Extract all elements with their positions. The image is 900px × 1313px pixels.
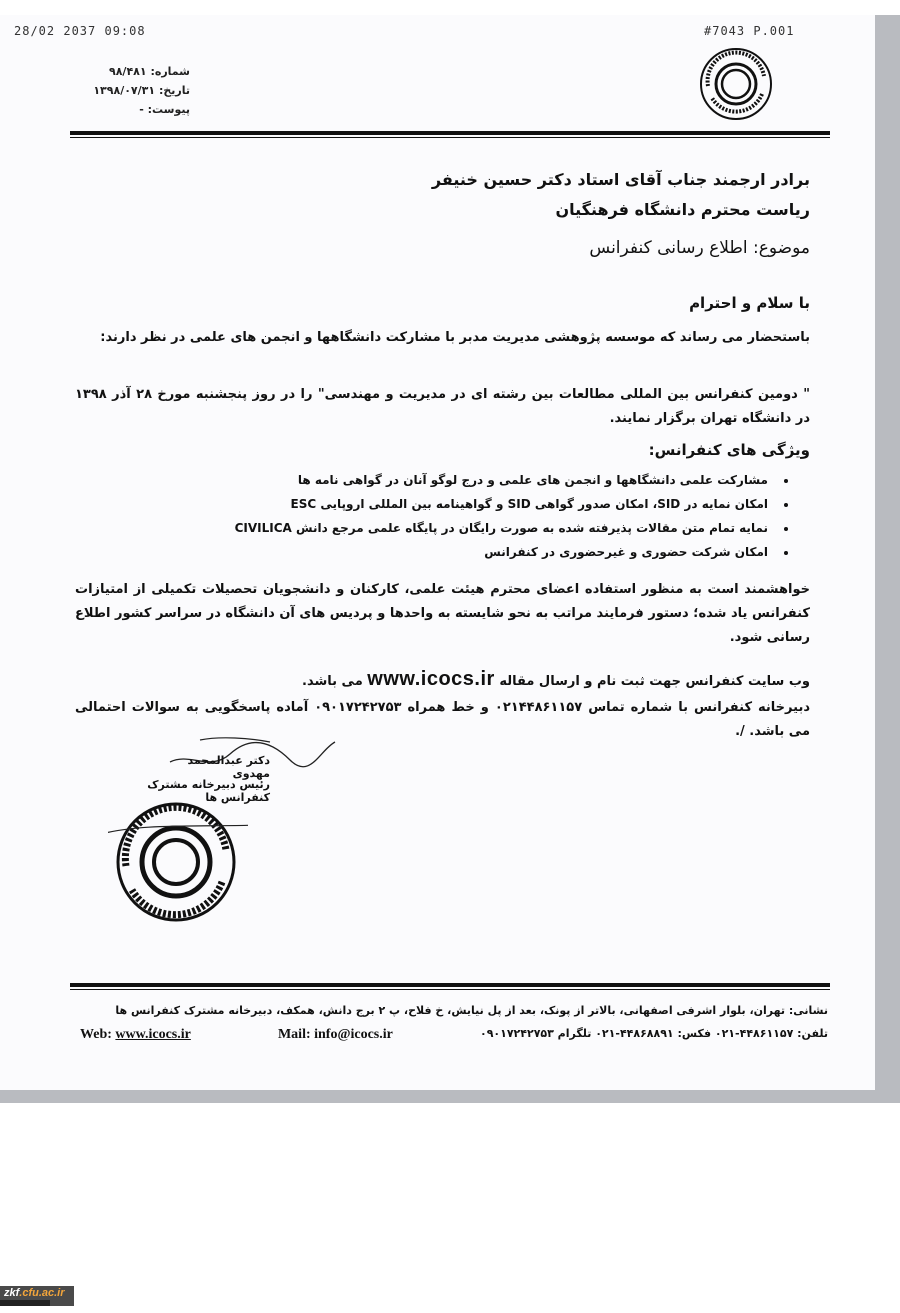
body-contact: دبیرخانه کنفرانس با شماره تماس ۰۲۱۴۴۸۶۱۱۵۷ و خط همراه ۰۹۰۱۷۲۴۲۷۵۳ آماده پاسخگویی به سوالات احتمالی می باشد. /. — [75, 700, 810, 739]
letter-meta — [90, 62, 190, 119]
signatory-name: دکتر عبدالمحمد مهدوی — [187, 754, 270, 780]
fax-datetime: 28/02 2037 09:08 — [14, 24, 146, 38]
body-conference: " دومین کنفرانس بین المللی مطالعات بین رشته ای در مدیریت و مهندسی" را در روز پنجشنبه مورخ ۲۸ آذر ۱۳۹۸ در دانشگاه تهران برگزار نمایند. — [75, 387, 810, 426]
footer-address: نشانی: تهران، بلوار اشرفی اصفهانی، بالاتر از پونک، بعد از پل نیایش، خ فلاح، پ ۲ برج دانش، همکف، دبیرخانه مشترک کنفرانس ها — [115, 1004, 828, 1017]
site-watermark: zkf.cfu.ac.ir — [0, 1286, 74, 1306]
body-intro: باستحضار می رساند که موسسه پژوهشی مدیریت مدبر با مشارکت دانشگاهها و انجمن های علمی در نظر دارند: — [100, 330, 810, 345]
letter-attachment: پیوست: - — [139, 103, 190, 116]
footer-contacts — [80, 1027, 828, 1043]
header-divider-thin — [70, 137, 830, 138]
feature-item: • مشارکت علمی دانشگاهها و انجمن های علمی و درج لوگو آنان در گواهی نامه ها — [235, 468, 774, 492]
body-request: خواهشمند است به منظور استفاده اعضای محترم هیئت علمی، کارکنان و دانشجویان تحصیلات تکمیلی از امتیازات کنفرانس یاد شده؛ دستور فرمایند مراتب به نحو شایسته به واحدها و پردیس های آن دانشگاه در سراسر کشور اطلاع رسانی شود. — [75, 582, 810, 645]
footer-web-link[interactable]: www.icocs.ir — [115, 1027, 191, 1042]
website-link[interactable]: www.icocs.ir — [367, 668, 495, 690]
header-divider — [70, 131, 830, 135]
addressee — [432, 165, 810, 225]
footer-mail: Mail: info@icocs.ir — [277, 1027, 393, 1042]
fax-page-ref: #7043 P.001 — [704, 24, 795, 38]
institute-stamp-icon — [108, 790, 248, 930]
addressee-position: ریاست محترم دانشگاه فرهنگیان — [555, 200, 810, 219]
feature-item: • امکان شرکت حضوری و غیرحضوری در کنفرانس — [235, 540, 774, 564]
features-title: ویژگی های کنفرانس: — [648, 441, 810, 459]
greeting: با سلام و احترام — [689, 294, 810, 312]
footer-phone: تلفن: ۴۴۸۶۱۱۵۷-۰۲۱ فکس: ۴۴۸۶۸۸۹۱-۰۲۱ تلگرام ۰۹۰۱۷۲۴۲۷۵۳ — [479, 1027, 828, 1040]
letter-date: تاریخ: ۱۳۹۸/۰۷/۳۱ — [93, 84, 190, 97]
letter-subject: موضوع: اطلاع رسانی کنفرانس — [589, 238, 810, 258]
footer-divider — [70, 983, 830, 987]
feature-item: • نمایه تمام متن مقالات پذیرفته شده به صورت رایگان در پایگاه علمی مرجع دانش CIVILICA — [235, 516, 774, 540]
address-label: نشانی: — [788, 1004, 828, 1017]
institute-logo-icon — [698, 46, 774, 122]
letter-number: شماره: ۹۸/۴۸۱ — [109, 65, 190, 78]
features-list — [235, 468, 810, 564]
footer-web: Web: www.icocs.ir — [80, 1027, 191, 1042]
feature-item: • امکان نمایه در SID، امکان صدور گواهی SID و گواهینامه بین المللی اروپایی ESC — [235, 492, 774, 516]
signatory-title: رئیس دبیرخانه مشترک کنفرانس ها — [147, 778, 270, 804]
body-website: وب سایت کنفرانس جهت ثبت نام و ارسال مقاله www.icocs.ir می باشد. — [302, 668, 810, 690]
footer-divider-thin — [70, 989, 830, 990]
addressee-name: برادر ارجمند جناب آقای استاد دکتر حسین خنیفر — [431, 170, 810, 189]
